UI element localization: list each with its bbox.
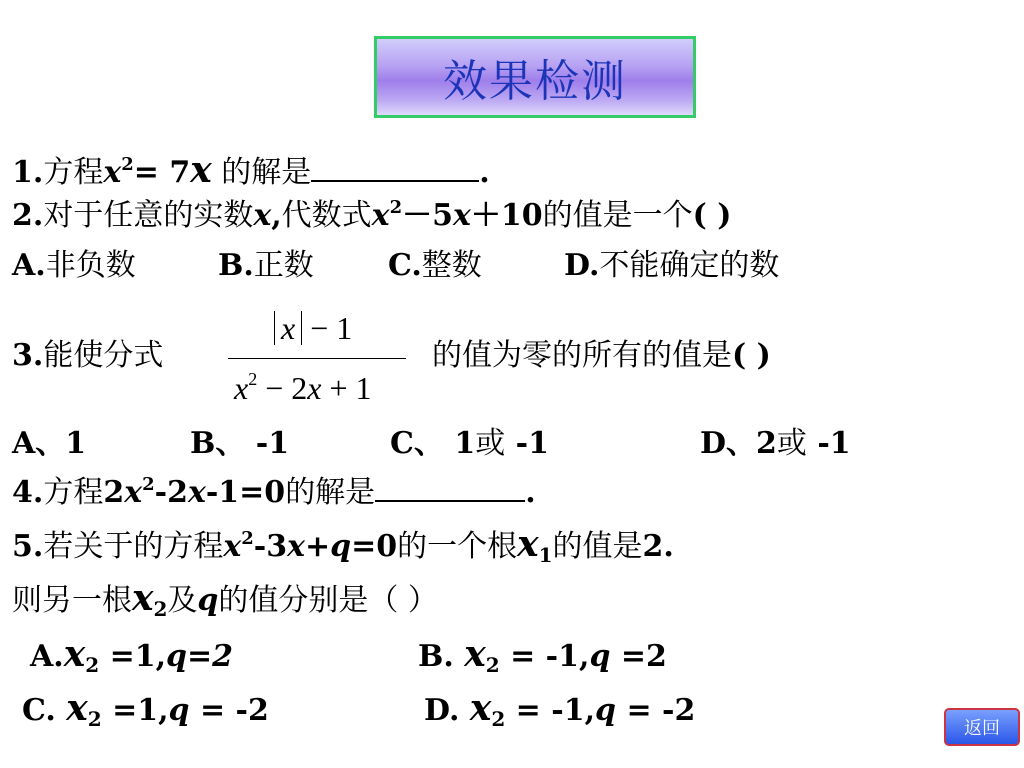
- den-rest1: − 2: [257, 370, 308, 406]
- q5b-text: 则另一根: [12, 583, 132, 618]
- option-or: 或: [475, 426, 506, 461]
- q4-expr3: -1=0: [205, 475, 286, 510]
- title-box: [374, 36, 696, 118]
- den-var: x: [234, 370, 249, 406]
- numerator-rest: − 1: [302, 310, 353, 346]
- q3-text: 能使分式: [43, 338, 164, 373]
- option-text2: -1: [505, 426, 549, 461]
- option-text: 正数: [253, 248, 314, 283]
- q2-answer-paren: ( ): [692, 198, 732, 233]
- q4-text2: 的解是: [285, 475, 376, 510]
- q2-var: x: [253, 198, 272, 233]
- option-sub: 2: [485, 653, 500, 677]
- option-var2: q: [589, 639, 611, 674]
- q4-text: 方程: [43, 475, 104, 510]
- option-rest1: = -1,: [499, 639, 590, 674]
- option-rest1: =1,: [101, 693, 169, 728]
- q2-number: 2.: [12, 198, 44, 233]
- q5-expr3: =0: [351, 529, 398, 564]
- q4-expr1: 2: [103, 475, 125, 510]
- q5-number: 5.: [12, 529, 44, 564]
- q2-option-c: [388, 248, 482, 284]
- q3-fraction: [228, 306, 408, 410]
- option-rest2: = -2: [189, 693, 269, 728]
- fraction-numerator: [274, 310, 352, 347]
- q1-exponent: 2: [121, 154, 134, 175]
- q3-option-c: [390, 426, 549, 462]
- q3-option-d: [700, 426, 851, 462]
- q5-root-var: x: [517, 523, 539, 565]
- q5b-var2: q: [197, 583, 219, 618]
- q2-text: 对于任意的实数: [43, 198, 254, 233]
- option-label: B.: [418, 639, 465, 674]
- q2-expr1: －5: [402, 198, 453, 233]
- q1-number: 1.: [12, 155, 44, 190]
- option-text: 非负数: [45, 248, 136, 283]
- option-var: x: [464, 633, 486, 675]
- q3-answer-paren: ( ): [732, 338, 771, 373]
- question-5-part2: [12, 577, 438, 621]
- q4-answer-blank: [375, 474, 525, 502]
- abs-var: x: [281, 310, 296, 346]
- q3-option-a: [12, 426, 86, 462]
- q1-equals: = 7: [133, 155, 191, 190]
- option-text: A、1: [12, 426, 87, 461]
- option-text: B、 -1: [190, 426, 290, 461]
- question-3-lead: [12, 338, 163, 374]
- q3-text2: 的值为零的所有的值是: [432, 338, 732, 373]
- q2-exponent: 2: [389, 197, 403, 218]
- q5-option-d: [424, 687, 696, 731]
- q1-answer-blank: [311, 154, 479, 182]
- option-label: C.: [388, 248, 422, 283]
- q4-var2: x: [187, 475, 206, 510]
- den-var2: x: [307, 370, 322, 406]
- q2-option-a: [12, 248, 136, 284]
- q3-number: 3.: [12, 338, 44, 373]
- option-text: C、 1: [390, 426, 476, 461]
- question-1: [12, 149, 490, 191]
- q1-period: .: [479, 155, 490, 190]
- back-button[interactable]: 返回: [944, 708, 1020, 746]
- q1-var: x: [103, 155, 122, 190]
- option-or: 或: [776, 426, 807, 461]
- page-title: 效果检测: [443, 56, 627, 107]
- option-var: x: [469, 687, 492, 729]
- option-label: C.: [22, 693, 67, 728]
- q4-expr2: -2: [154, 475, 188, 510]
- option-label: D.: [424, 693, 470, 728]
- q5-expr1: -3: [253, 529, 288, 564]
- option-rest2: =2: [187, 639, 234, 674]
- q5b-sub: 2: [153, 597, 168, 621]
- option-text: 不能确定的数: [599, 248, 780, 283]
- den-rest2: + 1: [321, 370, 372, 406]
- question-3-tail: [432, 338, 771, 374]
- q2-text2: 代数式: [281, 198, 372, 233]
- q5b-text2: 及: [167, 583, 198, 618]
- q2-option-b: [218, 248, 314, 284]
- option-rest2: = -2: [616, 693, 696, 728]
- question-5: [12, 523, 674, 567]
- option-sub: 2: [87, 707, 102, 731]
- q2-text3: 的值是一个: [542, 198, 693, 233]
- q4-period: .: [525, 475, 536, 510]
- option-var2: q: [168, 693, 190, 728]
- q5-text2: 的一个根: [397, 529, 518, 564]
- fraction-bar: [228, 358, 406, 359]
- option-var2: q: [166, 639, 188, 674]
- q5-end: 2.: [642, 529, 674, 564]
- q2-expr2: ＋10: [470, 198, 543, 233]
- q5b-text3: 的值分别是（ ）: [218, 583, 438, 618]
- q4-var: x: [124, 475, 143, 510]
- q5-root-sub: 1: [538, 543, 553, 567]
- q5-option-a: [30, 633, 234, 677]
- q1-var2: x: [190, 149, 212, 191]
- q2-option-d: [564, 248, 779, 284]
- option-label: A.: [30, 639, 64, 674]
- den-exponent: 2: [248, 369, 258, 389]
- option-sub: 2: [491, 707, 506, 731]
- option-label: A.: [12, 248, 46, 283]
- q5-option-c: [22, 687, 269, 731]
- q5-exponent: 2: [241, 528, 254, 549]
- option-var2: q: [595, 693, 617, 728]
- q2-comma: ,: [271, 198, 282, 233]
- q4-number: 4.: [12, 475, 44, 510]
- q2-var2: x: [371, 198, 390, 233]
- q1-text2: 的解是: [211, 155, 312, 190]
- option-var: x: [63, 633, 86, 675]
- question-4: [12, 474, 536, 511]
- option-text: D、2: [700, 426, 777, 461]
- q5-text: 若关于的方程: [43, 529, 224, 564]
- q5b-var: x: [132, 577, 154, 619]
- q1-text: 方程: [43, 155, 104, 190]
- option-text: 整数: [421, 248, 482, 283]
- option-var: x: [66, 687, 88, 729]
- q5-text3: 的值是: [552, 529, 643, 564]
- option-label: B.: [218, 248, 254, 283]
- q5-var: x: [223, 529, 242, 564]
- option-rest1: =1,: [99, 639, 167, 674]
- q5-expr2: +: [304, 529, 331, 564]
- option-rest2: =2: [610, 639, 667, 674]
- option-rest1: = -1,: [505, 693, 596, 728]
- q4-exponent: 2: [142, 474, 155, 495]
- q2-var3: x: [452, 198, 471, 233]
- q5-var2: x: [287, 529, 305, 564]
- option-text2: -1: [806, 426, 851, 461]
- question-2: [12, 198, 731, 234]
- fraction-denominator: [234, 370, 372, 407]
- option-label: D.: [564, 248, 600, 283]
- option-sub: 2: [85, 653, 100, 677]
- q5-var3: q: [330, 529, 352, 564]
- q3-option-b: [190, 426, 289, 462]
- q5-option-b: [418, 633, 667, 677]
